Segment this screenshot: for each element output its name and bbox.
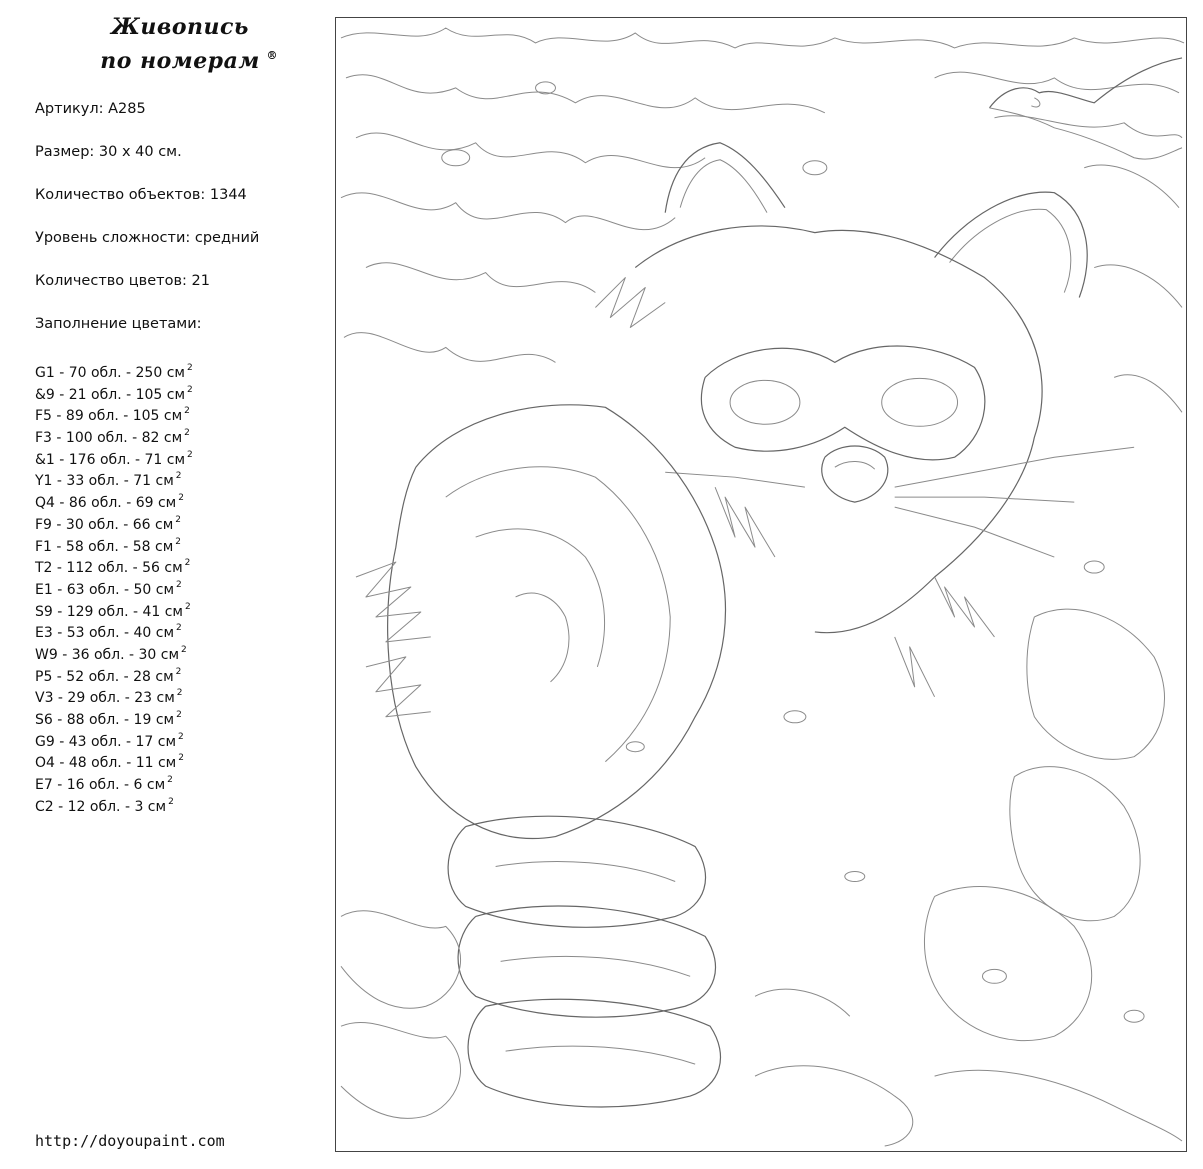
outline-region: [1124, 1010, 1144, 1022]
outline-region: [701, 346, 984, 460]
brand-logo: [60, 10, 300, 78]
outline-region: [341, 911, 461, 1008]
squared-mark: 2: [176, 710, 182, 720]
outline-region: [1010, 767, 1140, 921]
outline-region: [346, 75, 825, 113]
outline-region: [595, 278, 665, 328]
outline-region: [448, 816, 705, 927]
outline-region: [476, 529, 605, 667]
color-fill-item: V3 - 29 обл. - 23 см $^2$: [35, 688, 183, 707]
outline-region: [982, 969, 1006, 983]
outline-region: [446, 467, 670, 762]
outline-region: [895, 507, 1055, 557]
outline-region: [344, 333, 556, 363]
squared-mark: 2: [184, 406, 190, 417]
color-fill-item: W9 - 36 обл. - 30 см $^2$: [35, 644, 187, 663]
squared-mark: 2: [175, 514, 181, 525]
color-fill-item: E7 - 16 обл. - 6 см $^2$: [35, 775, 173, 794]
outline-region: [755, 1066, 913, 1146]
outline-region: [341, 193, 675, 230]
difficulty-level: Уровень сложности: средний: [35, 230, 260, 246]
outline-region: [784, 711, 806, 723]
outline-region: [895, 447, 1134, 487]
object-count: Количество объектов: 1344: [35, 187, 247, 203]
outline-region: [924, 886, 1091, 1040]
color-count: Количество цветов: 21: [35, 273, 210, 289]
outline-region: [822, 446, 888, 502]
outline-region: [715, 487, 775, 557]
outline-region: [845, 871, 865, 881]
outline-drawing: [336, 18, 1186, 1151]
color-fill-item: P5 - 52 обл. - 28 см $^2$: [35, 666, 182, 685]
coloring-canvas: [335, 17, 1187, 1152]
color-fill-item: F5 - 89 обл. - 105 см $^2$: [35, 406, 190, 425]
outline-region: [341, 1022, 461, 1118]
squared-mark: 2: [176, 579, 182, 590]
outline-region: [730, 380, 800, 424]
squared-mark: 2: [176, 623, 182, 634]
outline-region: [442, 150, 470, 166]
outline-region: [388, 405, 726, 839]
outline-region: [994, 116, 1182, 138]
squared-mark: 2: [167, 775, 173, 786]
product-info: [35, 98, 325, 349]
color-fill-item: &9 - 21 обл. - 105 см $^2$: [35, 384, 193, 403]
color-fill-item: Y1 - 33 обл. - 71 см $^2$: [35, 471, 182, 490]
color-fill-item: T2 - 112 обл. - 56 см $^2$: [35, 558, 191, 577]
squared-mark: 2: [187, 384, 193, 395]
outline-region: [468, 999, 720, 1107]
color-fill-list: [35, 358, 325, 813]
outline-region: [935, 72, 1179, 93]
color-fill-item: F9 - 30 обл. - 66 см $^2$: [35, 514, 181, 533]
outline-region: [356, 562, 431, 642]
outline-region: [341, 28, 1184, 48]
color-fill-item: S6 - 88 обл. - 19 см $^2$: [35, 710, 182, 728]
outline-region: [935, 1070, 1182, 1141]
outline-region: [935, 577, 995, 637]
color-fill-item: F3 - 100 обл. - 82 см $^2$: [35, 428, 190, 447]
color-fill-item: C2 - 12 обл. - 3 см $^2$: [35, 796, 174, 815]
squared-mark: 2: [175, 536, 181, 547]
outline-region: [356, 133, 705, 168]
canvas-size: Размер: 30 x 40 см.: [35, 144, 182, 160]
outline-region: [950, 209, 1071, 292]
color-fill-item: O4 - 48 обл. - 11 см $^2$: [35, 753, 184, 772]
squared-mark: 2: [181, 644, 187, 655]
outline-region: [665, 143, 785, 213]
outline-region: [501, 956, 691, 976]
outline-region: [1094, 265, 1182, 308]
color-fill-item: S9 - 129 обл. - 41 см $^2$: [35, 601, 191, 620]
squared-mark: 2: [187, 449, 193, 460]
outline-region: [1084, 165, 1179, 208]
outline-region: [366, 263, 595, 293]
squared-mark: 2: [178, 753, 184, 764]
outline-region: [1084, 561, 1104, 573]
color-fill-title: Заполнение цветами:: [35, 316, 202, 332]
outline-region: [895, 497, 1075, 502]
outline-region: [496, 862, 676, 882]
squared-mark: 2: [175, 666, 182, 677]
outline-region: [506, 1046, 696, 1064]
article-number: Артикул: A285: [35, 101, 146, 117]
outline-region: [1027, 609, 1165, 759]
website-url[interactable]: http://doyoupaint.com: [35, 1132, 225, 1150]
color-fill-item: Q4 - 86 обл. - 69 см $^2$: [35, 493, 184, 512]
outline-region: [665, 472, 805, 487]
color-fill-item: F1 - 58 обл. - 58 см $^2$: [35, 536, 181, 555]
color-fill-item: E1 - 63 обл. - 50 см $^2$: [35, 579, 182, 598]
squared-mark: 2: [184, 558, 191, 569]
squared-mark: 2: [178, 731, 184, 742]
outline-region: [635, 226, 1042, 633]
squared-mark: 2: [178, 493, 184, 504]
registered-mark: ®: [266, 49, 278, 62]
squared-mark: 2: [185, 601, 191, 612]
squared-mark: 2: [184, 428, 190, 439]
squared-mark: 2: [176, 688, 183, 699]
outline-region: [803, 161, 827, 175]
brand-line-2: по номерам: [100, 48, 260, 74]
brand-line-1: Живопись: [111, 14, 249, 40]
outline-region: [516, 593, 569, 682]
squared-mark: 2: [168, 796, 174, 807]
color-fill-item: E3 - 53 обл. - 40 см $^2$: [35, 623, 182, 642]
outline-region: [366, 657, 431, 717]
squared-mark: 2: [175, 471, 182, 482]
squared-mark: 2: [186, 363, 193, 373]
outline-region: [895, 637, 935, 697]
outline-region: [882, 378, 958, 426]
outline-region: [1114, 375, 1182, 413]
outline-region: [835, 461, 875, 469]
outline-region: [626, 742, 644, 752]
color-fill-item: &1 - 176 обл. - 71 см $^2$: [35, 449, 193, 468]
color-fill-item: G9 - 43 обл. - 17 см $^2$: [35, 731, 184, 750]
outline-region: [1031, 98, 1040, 107]
outline-region: [755, 989, 850, 1016]
color-fill-item: G1 - 70 обл. - 250 см $^2$: [35, 363, 193, 381]
outline-region: [935, 192, 1088, 297]
